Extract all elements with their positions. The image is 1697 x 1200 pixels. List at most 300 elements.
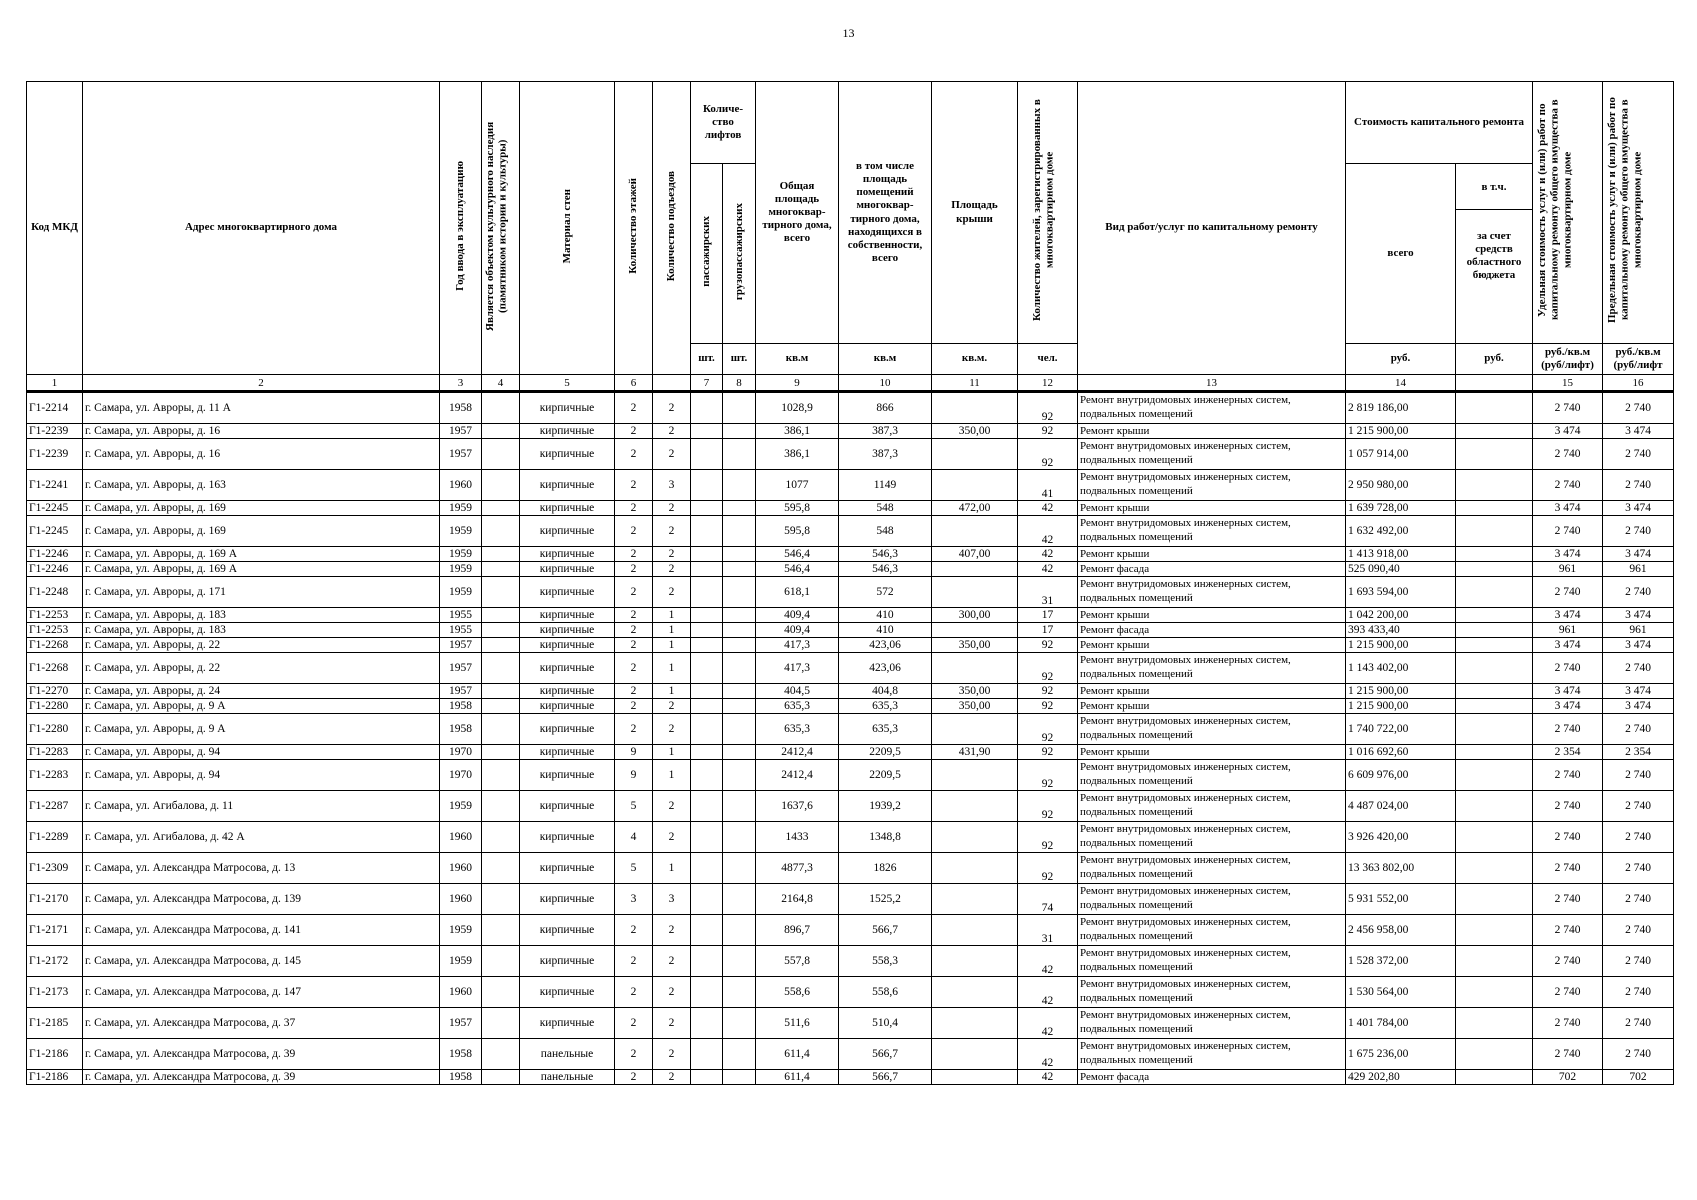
- row-address: г. Самара, ул. Авроры, д. 183: [83, 608, 440, 623]
- row-lifts-freight: [723, 638, 756, 653]
- row-max-cost: 961: [1603, 562, 1674, 577]
- row-year: 1958: [440, 1070, 482, 1085]
- row-code: Г1-2309: [27, 853, 83, 884]
- column-number: 1: [27, 375, 83, 392]
- row-max-cost: 3 474: [1603, 547, 1674, 562]
- unit-residents: чел.: [1018, 344, 1078, 375]
- row-code: Г1-2289: [27, 822, 83, 853]
- row-material: кирпичные: [520, 684, 615, 699]
- row-cost-regional: [1456, 699, 1533, 714]
- table-row: [27, 1070, 1674, 1085]
- row-residents: 92: [1018, 791, 1078, 822]
- row-code: Г1-2248: [27, 577, 83, 608]
- row-total-area: 417,3: [756, 653, 839, 684]
- row-lifts-freight: [723, 745, 756, 760]
- row-lifts-freight: [723, 822, 756, 853]
- row-floors: 2: [615, 1070, 653, 1085]
- row-residents: 92: [1018, 684, 1078, 699]
- row-code: Г1-2283: [27, 760, 83, 791]
- row-code: Г1-2270: [27, 684, 83, 699]
- row-code: Г1-2186: [27, 1070, 83, 1085]
- row-max-cost: 3 474: [1603, 684, 1674, 699]
- row-cost-total: 5 931 552,00: [1346, 884, 1456, 915]
- row-year: 1958: [440, 699, 482, 714]
- row-address: г. Самара, ул. Александра Матросова, д. 139: [83, 884, 440, 915]
- row-residents: 92: [1018, 714, 1078, 745]
- row-cost-total: 1 143 402,00: [1346, 653, 1456, 684]
- table-row: [27, 547, 1674, 562]
- row-unit-cost: 2 740: [1533, 577, 1603, 608]
- row-entrances: 2: [653, 714, 691, 745]
- row-owned-area: 387,3: [839, 439, 932, 470]
- row-unit-cost: 961: [1533, 562, 1603, 577]
- row-material: кирпичные: [520, 822, 615, 853]
- row-entrances: 2: [653, 1039, 691, 1070]
- row-unit-cost: 3 474: [1533, 638, 1603, 653]
- row-owned-area: 1525,2: [839, 884, 932, 915]
- row-heritage: [482, 562, 520, 577]
- row-work-type: Ремонт внутридомовых инженерных систем, подвальных помещений: [1078, 516, 1346, 547]
- row-residents: 42: [1018, 516, 1078, 547]
- row-entrances: 2: [653, 562, 691, 577]
- row-year: 1970: [440, 760, 482, 791]
- row-address: г. Самара, ул. Авроры, д. 163: [83, 470, 440, 501]
- unit-cost-total: руб.: [1346, 344, 1456, 375]
- row-total-area: 611,4: [756, 1039, 839, 1070]
- row-cost-regional: [1456, 547, 1533, 562]
- row-entrances: 2: [653, 699, 691, 714]
- row-total-area: 611,4: [756, 1070, 839, 1085]
- column-number: 12: [1018, 375, 1078, 392]
- row-lifts-passenger: [691, 623, 723, 638]
- row-lifts-freight: [723, 1070, 756, 1085]
- row-roof-area: [932, 822, 1018, 853]
- table-row: [27, 424, 1674, 439]
- row-year: 1958: [440, 392, 482, 424]
- row-entrances: 2: [653, 915, 691, 946]
- row-owned-area: 423,06: [839, 653, 932, 684]
- row-entrances: 1: [653, 745, 691, 760]
- unit-roof-area: кв.м.: [932, 344, 1018, 375]
- row-owned-area: 410: [839, 608, 932, 623]
- row-owned-area: 2209,5: [839, 760, 932, 791]
- row-heritage: [482, 684, 520, 699]
- row-residents: 92: [1018, 638, 1078, 653]
- row-owned-area: 1826: [839, 853, 932, 884]
- row-roof-area: [932, 470, 1018, 501]
- row-roof-area: [932, 946, 1018, 977]
- row-year: 1960: [440, 470, 482, 501]
- row-heritage: [482, 977, 520, 1008]
- column-number: 5: [520, 375, 615, 392]
- row-address: г. Самара, ул. Авроры, д. 169 А: [83, 547, 440, 562]
- row-max-cost: 2 740: [1603, 915, 1674, 946]
- table-header: [27, 82, 1674, 392]
- row-max-cost: 2 354: [1603, 745, 1674, 760]
- row-cost-total: 525 090,40: [1346, 562, 1456, 577]
- header-heritage: Является объектом культурного наследия (памятником истории и культуры): [484, 121, 509, 331]
- row-cost-regional: [1456, 745, 1533, 760]
- row-address: г. Самара, ул. Авроры, д. 94: [83, 745, 440, 760]
- row-roof-area: [932, 1070, 1018, 1085]
- row-work-type: Ремонт крыши: [1078, 745, 1346, 760]
- row-lifts-passenger: [691, 822, 723, 853]
- row-roof-area: [932, 977, 1018, 1008]
- row-address: г. Самара, ул. Авроры, д. 16: [83, 439, 440, 470]
- row-cost-total: 2 456 958,00: [1346, 915, 1456, 946]
- header-lifts-freight: грузопассажирских: [732, 202, 745, 300]
- row-year: 1960: [440, 853, 482, 884]
- row-residents: 92: [1018, 853, 1078, 884]
- row-year: 1970: [440, 745, 482, 760]
- header-address: Адрес многоквартирного дома: [83, 82, 440, 375]
- row-address: г. Самара, ул. Авроры, д. 9 А: [83, 699, 440, 714]
- row-heritage: [482, 884, 520, 915]
- row-lifts-passenger: [691, 608, 723, 623]
- row-roof-area: [932, 439, 1018, 470]
- row-unit-cost: 3 474: [1533, 501, 1603, 516]
- row-heritage: [482, 439, 520, 470]
- row-floors: 2: [615, 1039, 653, 1070]
- row-floors: 2: [615, 577, 653, 608]
- row-address: г. Самара, ул. Авроры, д. 16: [83, 424, 440, 439]
- row-year: 1959: [440, 562, 482, 577]
- row-lifts-freight: [723, 714, 756, 745]
- row-owned-area: 635,3: [839, 699, 932, 714]
- row-lifts-freight: [723, 392, 756, 424]
- row-material: кирпичные: [520, 884, 615, 915]
- row-work-type: Ремонт внутридомовых инженерных систем, подвальных помещений: [1078, 1039, 1346, 1070]
- row-address: г. Самара, ул. Александра Матросова, д. 39: [83, 1070, 440, 1085]
- row-material: кирпичные: [520, 439, 615, 470]
- row-total-area: 386,1: [756, 439, 839, 470]
- row-owned-area: 566,7: [839, 915, 932, 946]
- row-lifts-freight: [723, 577, 756, 608]
- row-entrances: 2: [653, 822, 691, 853]
- row-total-area: 1637,6: [756, 791, 839, 822]
- row-heritage: [482, 424, 520, 439]
- row-floors: 2: [615, 562, 653, 577]
- row-lifts-passenger: [691, 516, 723, 547]
- row-material: кирпичные: [520, 791, 615, 822]
- row-owned-area: 1149: [839, 470, 932, 501]
- row-total-area: 1028,9: [756, 392, 839, 424]
- row-cost-total: 2 819 186,00: [1346, 392, 1456, 424]
- row-residents: 41: [1018, 470, 1078, 501]
- row-lifts-freight: [723, 653, 756, 684]
- column-number: 6: [615, 375, 653, 392]
- row-cost-total: 13 363 802,00: [1346, 853, 1456, 884]
- row-year: 1960: [440, 977, 482, 1008]
- row-material: кирпичные: [520, 853, 615, 884]
- row-floors: 2: [615, 638, 653, 653]
- row-work-type: Ремонт внутридомовых инженерных систем, подвальных помещений: [1078, 977, 1346, 1008]
- row-residents: 42: [1018, 946, 1078, 977]
- table-row: [27, 470, 1674, 501]
- header-residents: Количество жителей, зарегистрированных в многоквартирном доме: [1030, 99, 1056, 322]
- row-residents: 92: [1018, 439, 1078, 470]
- row-code: Г1-2239: [27, 439, 83, 470]
- row-lifts-freight: [723, 608, 756, 623]
- row-floors: 2: [615, 424, 653, 439]
- row-lifts-freight: [723, 684, 756, 699]
- row-work-type: Ремонт крыши: [1078, 547, 1346, 562]
- row-residents: 92: [1018, 392, 1078, 424]
- row-year: 1960: [440, 822, 482, 853]
- row-max-cost: 2 740: [1603, 1039, 1674, 1070]
- row-lifts-freight: [723, 977, 756, 1008]
- row-residents: 92: [1018, 424, 1078, 439]
- row-cost-regional: [1456, 822, 1533, 853]
- row-address: г. Самара, ул. Александра Матросова, д. 37: [83, 1008, 440, 1039]
- row-year: 1955: [440, 623, 482, 638]
- row-lifts-freight: [723, 853, 756, 884]
- table-row: [27, 684, 1674, 699]
- row-roof-area: [932, 562, 1018, 577]
- row-work-type: Ремонт крыши: [1078, 608, 1346, 623]
- row-roof-area: [932, 853, 1018, 884]
- row-cost-regional: [1456, 623, 1533, 638]
- row-material: кирпичные: [520, 699, 615, 714]
- row-heritage: [482, 714, 520, 745]
- row-year: 1957: [440, 684, 482, 699]
- row-residents: 42: [1018, 1008, 1078, 1039]
- row-roof-area: [932, 577, 1018, 608]
- row-cost-regional: [1456, 653, 1533, 684]
- row-max-cost: 2 740: [1603, 470, 1674, 501]
- row-work-type: Ремонт внутридомовых инженерных систем, подвальных помещений: [1078, 577, 1346, 608]
- row-address: г. Самара, ул. Александра Матросова, д. 141: [83, 915, 440, 946]
- row-lifts-freight: [723, 516, 756, 547]
- row-max-cost: 2 740: [1603, 516, 1674, 547]
- row-lifts-passenger: [691, 884, 723, 915]
- row-floors: 4: [615, 822, 653, 853]
- unit-total-area: кв.м: [756, 344, 839, 375]
- row-cost-regional: [1456, 501, 1533, 516]
- table-row: [27, 638, 1674, 653]
- row-work-type: Ремонт фасада: [1078, 1070, 1346, 1085]
- row-lifts-freight: [723, 1008, 756, 1039]
- row-unit-cost: 2 740: [1533, 946, 1603, 977]
- row-cost-total: 1 413 918,00: [1346, 547, 1456, 562]
- row-lifts-passenger: [691, 577, 723, 608]
- row-residents: 92: [1018, 822, 1078, 853]
- header-cost: Стоимость капитального ремонта: [1346, 82, 1533, 164]
- row-material: кирпичные: [520, 623, 615, 638]
- row-residents: 92: [1018, 699, 1078, 714]
- row-lifts-passenger: [691, 684, 723, 699]
- row-cost-regional: [1456, 977, 1533, 1008]
- row-cost-regional: [1456, 516, 1533, 547]
- row-lifts-passenger: [691, 1039, 723, 1070]
- table-body: [27, 392, 1674, 1085]
- column-number: 11: [932, 375, 1018, 392]
- row-entrances: 2: [653, 547, 691, 562]
- row-work-type: Ремонт крыши: [1078, 699, 1346, 714]
- row-cost-regional: [1456, 1039, 1533, 1070]
- row-entrances: 2: [653, 1070, 691, 1085]
- row-lifts-freight: [723, 915, 756, 946]
- row-roof-area: [932, 653, 1018, 684]
- unit-max-cost: руб./кв.м (руб/лифт: [1603, 344, 1674, 375]
- row-roof-area: [932, 884, 1018, 915]
- row-lifts-passenger: [691, 1070, 723, 1085]
- row-unit-cost: 3 474: [1533, 608, 1603, 623]
- row-lifts-passenger: [691, 562, 723, 577]
- row-entrances: 2: [653, 946, 691, 977]
- row-unit-cost: 2 740: [1533, 977, 1603, 1008]
- table-row: [27, 946, 1674, 977]
- row-cost-total: 3 926 420,00: [1346, 822, 1456, 853]
- row-max-cost: 2 740: [1603, 392, 1674, 424]
- row-cost-regional: [1456, 684, 1533, 699]
- header-cost-total: всего: [1346, 164, 1456, 344]
- row-heritage: [482, 623, 520, 638]
- row-residents: 17: [1018, 608, 1078, 623]
- row-roof-area: [932, 714, 1018, 745]
- row-cost-total: 1 215 900,00: [1346, 424, 1456, 439]
- capital-repair-table: [26, 81, 1674, 1085]
- row-heritage: [482, 1008, 520, 1039]
- row-code: Г1-2173: [27, 977, 83, 1008]
- row-max-cost: 2 740: [1603, 714, 1674, 745]
- row-material: кирпичные: [520, 392, 615, 424]
- row-owned-area: 572: [839, 577, 932, 608]
- row-owned-area: 2209,5: [839, 745, 932, 760]
- row-roof-area: [932, 915, 1018, 946]
- row-unit-cost: 3 474: [1533, 424, 1603, 439]
- row-code: Г1-2172: [27, 946, 83, 977]
- row-unit-cost: 2 740: [1533, 392, 1603, 424]
- row-owned-area: 558,3: [839, 946, 932, 977]
- row-code: Г1-2245: [27, 516, 83, 547]
- row-floors: 2: [615, 653, 653, 684]
- column-number: 3: [440, 375, 482, 392]
- row-max-cost: 2 740: [1603, 791, 1674, 822]
- row-unit-cost: 2 740: [1533, 516, 1603, 547]
- row-cost-total: 1 215 900,00: [1346, 684, 1456, 699]
- column-number: 7: [691, 375, 723, 392]
- row-entrances: 1: [653, 684, 691, 699]
- row-lifts-passenger: [691, 392, 723, 424]
- row-heritage: [482, 501, 520, 516]
- row-unit-cost: 2 740: [1533, 1008, 1603, 1039]
- column-number: 15: [1533, 375, 1603, 392]
- row-cost-total: 1 401 784,00: [1346, 1008, 1456, 1039]
- row-unit-cost: 3 474: [1533, 684, 1603, 699]
- row-max-cost: 2 740: [1603, 884, 1674, 915]
- header-roof-area: Площадь крыши: [932, 82, 1018, 344]
- table-row: [27, 623, 1674, 638]
- row-lifts-passenger: [691, 699, 723, 714]
- row-lifts-freight: [723, 1039, 756, 1070]
- row-floors: 2: [615, 946, 653, 977]
- row-total-area: 404,5: [756, 684, 839, 699]
- row-code: Г1-2268: [27, 653, 83, 684]
- row-work-type: Ремонт внутридомовых инженерных систем, подвальных помещений: [1078, 791, 1346, 822]
- row-work-type: Ремонт крыши: [1078, 638, 1346, 653]
- row-max-cost: 2 740: [1603, 577, 1674, 608]
- row-heritage: [482, 760, 520, 791]
- header-cost-incl: в т.ч.: [1456, 167, 1532, 209]
- row-entrances: 1: [653, 653, 691, 684]
- header-total-area: Общая площадь многоквар-тирного дома, всего: [756, 82, 839, 344]
- row-work-type: Ремонт внутридомовых инженерных систем, подвальных помещений: [1078, 653, 1346, 684]
- row-owned-area: 566,7: [839, 1039, 932, 1070]
- row-owned-area: 410: [839, 623, 932, 638]
- row-lifts-freight: [723, 884, 756, 915]
- row-owned-area: 423,06: [839, 638, 932, 653]
- row-entrances: 2: [653, 424, 691, 439]
- row-unit-cost: 2 740: [1533, 915, 1603, 946]
- row-work-type: Ремонт внутридомовых инженерных систем, подвальных помещений: [1078, 884, 1346, 915]
- row-code: Г1-2245: [27, 501, 83, 516]
- row-cost-total: 6 609 976,00: [1346, 760, 1456, 791]
- row-floors: 2: [615, 608, 653, 623]
- row-residents: 92: [1018, 760, 1078, 791]
- row-total-area: 595,8: [756, 501, 839, 516]
- row-material: кирпичные: [520, 977, 615, 1008]
- row-cost-regional: [1456, 853, 1533, 884]
- row-entrances: 2: [653, 1008, 691, 1039]
- row-address: г. Самара, ул. Агибалова, д. 11: [83, 791, 440, 822]
- row-material: кирпичные: [520, 547, 615, 562]
- row-heritage: [482, 699, 520, 714]
- row-work-type: Ремонт крыши: [1078, 501, 1346, 516]
- row-total-area: 511,6: [756, 1008, 839, 1039]
- row-max-cost: 3 474: [1603, 501, 1674, 516]
- row-floors: 3: [615, 884, 653, 915]
- table-row: [27, 884, 1674, 915]
- row-code: Г1-2253: [27, 623, 83, 638]
- row-entrances: 2: [653, 501, 691, 516]
- row-max-cost: 2 740: [1603, 946, 1674, 977]
- row-cost-total: 1 639 728,00: [1346, 501, 1456, 516]
- table-row: [27, 392, 1674, 424]
- row-residents: 92: [1018, 745, 1078, 760]
- table-row: [27, 791, 1674, 822]
- row-floors: 2: [615, 392, 653, 424]
- row-lifts-passenger: [691, 638, 723, 653]
- row-cost-regional: [1456, 562, 1533, 577]
- row-cost-regional: [1456, 392, 1533, 424]
- table-row: [27, 745, 1674, 760]
- header-floors: Количество этажей: [627, 178, 640, 274]
- column-number: [1456, 375, 1533, 392]
- row-roof-area: [932, 791, 1018, 822]
- header-entrances: Количество подъездов: [665, 170, 678, 282]
- row-total-area: 1433: [756, 822, 839, 853]
- row-material: кирпичные: [520, 745, 615, 760]
- row-heritage: [482, 853, 520, 884]
- row-max-cost: 2 740: [1603, 760, 1674, 791]
- header-year: Год ввода в эксплуатацию: [454, 160, 467, 291]
- column-number: 4: [482, 375, 520, 392]
- row-lifts-freight: [723, 699, 756, 714]
- row-owned-area: 866: [839, 392, 932, 424]
- row-max-cost: 961: [1603, 623, 1674, 638]
- row-cost-regional: [1456, 1008, 1533, 1039]
- row-max-cost: 3 474: [1603, 608, 1674, 623]
- row-lifts-freight: [723, 946, 756, 977]
- row-heritage: [482, 745, 520, 760]
- row-total-area: 595,8: [756, 516, 839, 547]
- row-total-area: 409,4: [756, 608, 839, 623]
- row-code: Г1-2171: [27, 915, 83, 946]
- table-row: [27, 577, 1674, 608]
- row-entrances: 2: [653, 392, 691, 424]
- row-owned-area: 1939,2: [839, 791, 932, 822]
